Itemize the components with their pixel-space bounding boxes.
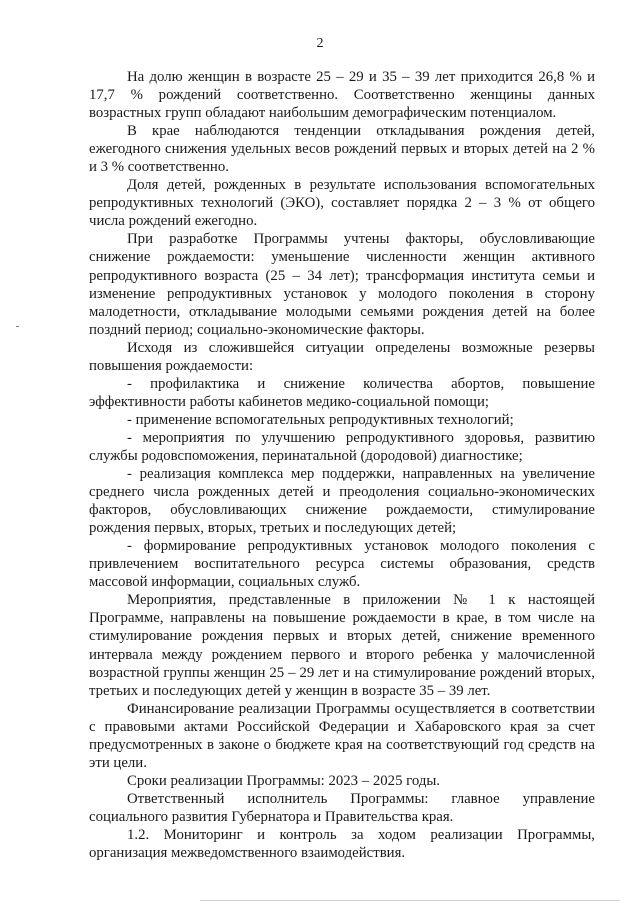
paragraph-birth-delay-trend: В крае наблюдаются тенденции откладывания рождения детей, ежегодного снижения удельных весов рождений первых и вторых детей на 2 % и 3 % соответственно.	[89, 123, 595, 176]
list-item-reproductive-technologies: - применение вспомогательных репродуктивных технологий;	[127, 411, 514, 428]
paragraph-responsible-executor: Ответственный исполнитель Программы: главное управление социального развития Губернатора и Правительства края.	[89, 790, 595, 825]
paragraph-measures-appendix: Мероприятия, представленные в приложении № 1 к настоящей Программе, направлены на повышение рождаемости в крае, в том числе на стимулирование рождения первых и вторых детей, снижение временного интервала между рождением первого и второго ребенка у малочисленной возрастной группы женщин 25 – 29 лет и на стимулирование рождений вторых, третьих и последующих детей у женщин в возрасте 35 – 39 лет.	[89, 592, 595, 699]
paragraph-reserves-intro: Исходя из сложившейся ситуации определены возможные резервы повышения рождаемости:	[89, 339, 595, 374]
document-body	[89, 68, 595, 862]
paragraph-ivf-share: Доля детей, рожденных в результате использования вспомогательных репродуктивных технологий (ЭКО), составляет порядка 2 – 3 % от общего числа рождений ежегодно.	[89, 177, 595, 230]
list-item-youth-attitudes: - формирование репродуктивных установок молодого поколения с привлечением воспитательного ресурса системы образования, средств массовой информации, социальных служб.	[89, 538, 595, 591]
paragraph-timeline: Сроки реализации Программы: 2023 – 2025 годы.	[127, 772, 441, 789]
page-bottom-edge	[200, 900, 620, 901]
list-item-reproductive-health: - мероприятия по улучшению репродуктивного здоровья, развитию службы родовспоможения, перинатальной (дородовой) диагностике;	[89, 429, 595, 464]
paragraph-factors: При разработке Программы учтены факторы, обусловливающие снижение рождаемости: уменьшение численности женщин активного репродуктивного возраста (25 – 34 лет); трансформация института семьи и изменение репродуктивных установок у молодого поколения в сторону малодетности, откладывание молодыми семьями рождения детей на более поздний период; социально-экономические факторы.	[89, 231, 595, 338]
scan-artifact	[16, 326, 19, 327]
page-number: 2	[316, 36, 324, 51]
section-heading-monitoring: 1.2. Мониторинг и контроль за ходом реализации Программы, организация межведомственного взаимодействия.	[89, 826, 595, 862]
list-item-abortion-prevention: - профилактика и снижение количества абортов, повышение эффективности работы кабинетов медико-социальной помощи;	[89, 375, 595, 410]
list-item-support-measures: - реализация комплекса мер поддержки, направленных на увеличение среднего числа рожденных детей и преодоления социально-экономических факторов, обусловливающих снижение рождаемости, стимулирование рождения первых, вторых, третьих и последующих детей;	[89, 466, 595, 537]
paragraph-financing: Финансирование реализации Программы осуществляется в соответствии с правовыми актами Российской Федерации и Хабаровского края за счет предусмотренных в законе о бюджете края на соответствующий год средств на эти цели.	[89, 700, 595, 771]
paragraph-age-share: На долю женщин в возрасте 25 – 29 и 35 – 39 лет приходится 26,8 % и 17,7 % рождений соответственно. Соответственно женщины данных возрастных групп обладают наибольшим демографическим потенциалом.	[89, 69, 595, 122]
